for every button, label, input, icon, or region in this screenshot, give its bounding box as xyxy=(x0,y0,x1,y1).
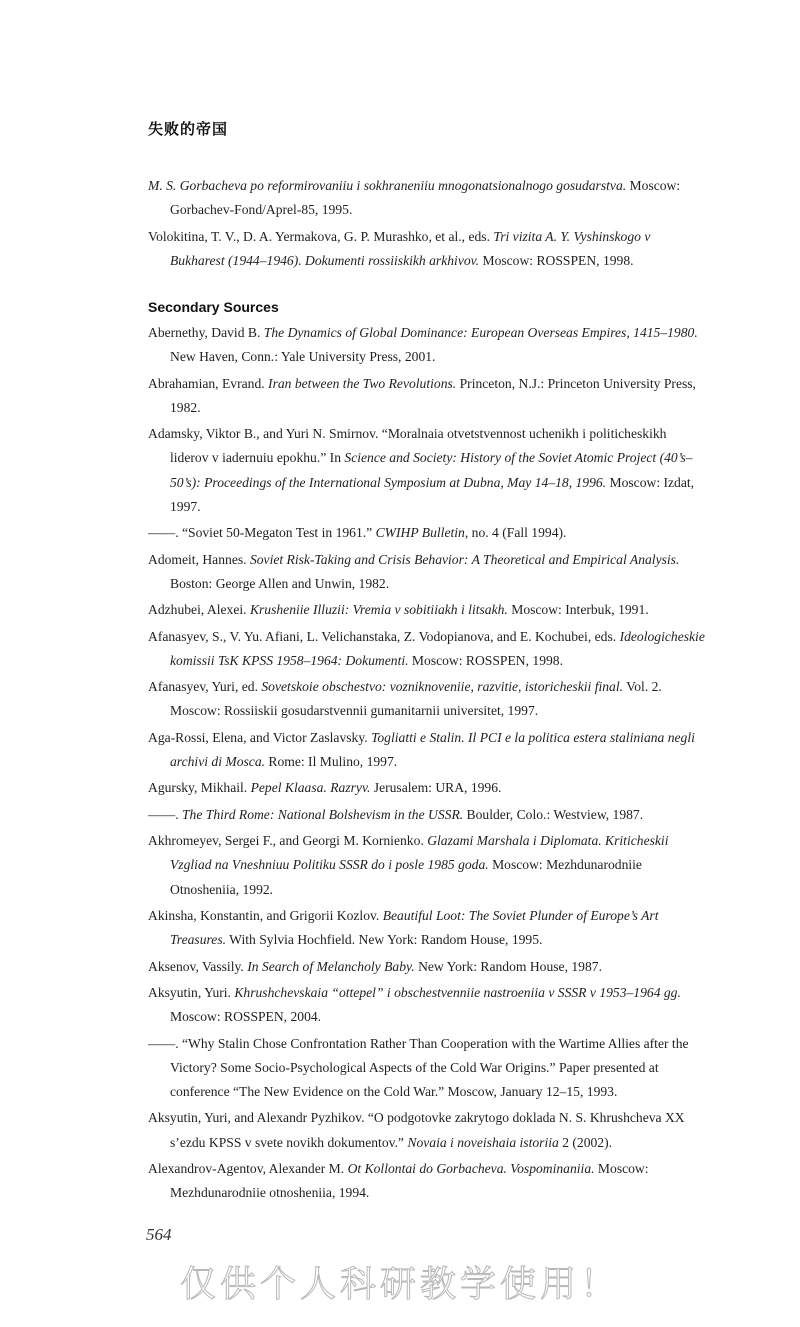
bibliography-entry xyxy=(148,776,708,800)
bibliography-entry xyxy=(148,174,708,222)
entry-text: Rome: Il Mulino, 1997. xyxy=(265,753,398,769)
entry-text: Vol. 2. Moscow: Rossiiskii gosudarstvennii gumanitarnii universitet, 1997. xyxy=(170,679,662,719)
entry-text: Jerusalem: URA, 1996. xyxy=(370,780,502,796)
bibliography-entry xyxy=(148,1032,708,1105)
bibliography-entry xyxy=(148,675,708,723)
entry-title-italic: Iran between the Two Revolutions. xyxy=(268,375,457,391)
entry-text: Alexandrov-Agentov, Alexander M. xyxy=(148,1160,348,1176)
entry-text: Aksenov, Vassily. xyxy=(148,958,248,974)
entry-text: ——. “Soviet 50-Megaton Test in 1961.” xyxy=(148,525,376,541)
entry-title-italic: The Dynamics of Global Dominance: European Overseas Empires, 1415–1980. xyxy=(263,325,698,340)
bibliography-entry xyxy=(148,726,708,774)
entry-text: With Sylvia Hochfield. New York: Random House, 1995. xyxy=(226,932,543,948)
entry-text: ——. “Why Stalin Chose Confrontation Rather Than Cooperation with the Wartime Allies after the Victory? Some Socio-Psychological Aspects of the Cold War Origins.” Paper presented at conference “The New Evidence on the Cold War.” Moscow, January 12–15, 1993. xyxy=(148,1035,689,1099)
entry-text: Moscow: Gorbachev-Fond/Aprel-85, 1995. xyxy=(170,178,681,218)
bibliography-entry xyxy=(148,422,708,519)
entry-title-italic: Ideologicheskie komissii TsK KPSS 1958–1964: Dokumenti. xyxy=(170,628,705,668)
bibliography-entry xyxy=(148,1157,708,1205)
entry-text: Adamsky, Viktor B., and Yuri N. Smirnov. “Moralnaia otvetstvennost uchenikh i politicheskikh liderov v iadernuiu epokhu.” In xyxy=(148,426,667,466)
bibliography-body xyxy=(148,174,708,1207)
bibliography-entry xyxy=(148,598,708,622)
entry-title-italic: Glazami Marshala i Diplomata. Kriticheskii Vzgliad na Vneshniuu Politiku SSSR do i posle 1985 goda. xyxy=(170,833,669,873)
bibliography-entry xyxy=(148,904,708,952)
entry-title-italic: The Third Rome: National Bolshevism in the USSR. xyxy=(181,806,464,822)
entry-text: Aksyutin, Yuri, and Alexandr Pyzhikov. “O podgotovke zakrytogo doklada N. S. Khrushcheva XX s’ezdu KPSS v svete novikh dokumentov.” xyxy=(148,1110,685,1150)
bibliography-entry xyxy=(148,955,708,979)
bibliography-entry xyxy=(148,321,708,369)
running-head: 失败的帝国 xyxy=(148,120,229,138)
entry-text: Adomeit, Hannes. xyxy=(148,551,250,567)
entry-text: Moscow: ROSSPEN, 1998. xyxy=(408,652,563,668)
entry-text: Moscow: ROSSPEN, 2004. xyxy=(170,1009,322,1025)
entry-text: 2 (2002). xyxy=(558,1134,613,1150)
entry-text: Akhromeyev, Sergei F., and Georgi M. Kornienko. xyxy=(148,833,428,849)
entry-title-italic: Soviet Risk-Taking and Crisis Behavior: A Theoretical and Empirical Analysis. xyxy=(249,551,680,567)
entry-text: Afanasyev, S., V. Yu. Afiani, L. Velichanstaka, Z. Vodopianova, and E. Kochubei, eds. xyxy=(148,628,620,644)
entry-text: Aga-Rossi, Elena, and Victor Zaslavsky. xyxy=(148,729,372,745)
bibliography-entry xyxy=(148,625,708,673)
section-heading: Secondary Sources xyxy=(148,299,279,315)
entry-text: Akinsha, Konstantin, and Grigorii Kozlov. xyxy=(148,907,383,923)
entry-title-italic: Khrushchevskaia “ottepel” i obschestvenniie nastroeniia v SSSR v 1953–1964 gg. xyxy=(234,984,681,1000)
watermark: 仅供个人科研教学使用！ xyxy=(179,1264,620,1305)
entry-text: Agursky, Mikhail. xyxy=(148,780,251,796)
secondary-sources-list xyxy=(148,321,708,1205)
entry-text: Moscow: ROSSPEN, 1998. xyxy=(479,252,634,268)
entry-text: Abrahamian, Evrand. xyxy=(148,375,269,391)
entry-text: Boulder, Colo.: Westview, 1987. xyxy=(463,806,644,822)
entry-text: New York: Random House, 1987. xyxy=(414,958,602,974)
entry-text: Princeton, N.J.: Princeton University Press, 1982. xyxy=(170,375,696,415)
bibliography-entry xyxy=(148,548,708,596)
entry-text: Moscow: Interbuk, 1991. xyxy=(507,602,649,618)
entry-text: Abernethy, David B. xyxy=(148,325,264,340)
entry-title-italic: Beautiful Loot: The Soviet Plunder of Europe’s Art Treasures. xyxy=(170,907,659,948)
entry-title-italic: M. S. Gorbacheva po reformirovaniiu i sokhraneniiu mnogonatsionalnogo gosudarstva. xyxy=(148,178,627,193)
entry-text: Volokitina, T. V., D. A. Yermakova, G. P. Murashko, et al., eds. xyxy=(148,228,494,244)
primary-sources-continuation xyxy=(148,174,708,273)
bibliography-entry xyxy=(148,981,708,1029)
entry-text: Moscow: Izdat, 1997. xyxy=(170,474,695,514)
bibliography-entry xyxy=(148,1106,708,1154)
page-number: 564 xyxy=(146,1225,172,1244)
bibliography-entry xyxy=(148,829,708,902)
entry-text: no. 4 (Fall 1994). xyxy=(468,525,567,541)
entry-text: Boston: George Allen and Unwin, 1982. xyxy=(170,575,390,591)
bibliography-entry xyxy=(148,521,708,545)
entry-text: ——. xyxy=(148,806,182,822)
bibliography-entry xyxy=(148,372,708,420)
entry-title-italic: Krusheniie Illuzii: Vremia v sobitiiakh i litsakh. xyxy=(249,602,508,618)
entry-title-italic: Pepel Klaasa. Razryv. xyxy=(250,780,371,796)
entry-title-italic: Novaia i noveishaia istoriia xyxy=(407,1134,559,1150)
entry-text: Adzhubei, Alexei. xyxy=(148,602,250,618)
entry-text: Afanasyev, Yuri, ed. xyxy=(148,679,262,695)
entry-title-italic: Science and Society: History of the Soviet Atomic Project (40’s–50’s): Proceedings of the International Symposium at Dubna, May 14–18, 1996. xyxy=(170,450,693,490)
entry-text: Aksyutin, Yuri. xyxy=(148,984,235,1000)
entry-title-italic: In Search of Melancholy Baby. xyxy=(247,958,415,974)
entry-title-italic: Tri vizita A. Y. Vyshinskogo v Bukharest (1944–1946). Dokumenti rossiiskikh arkhivov. xyxy=(170,228,651,268)
entry-title-italic: CWIHP Bulletin, xyxy=(375,525,469,541)
entry-title-italic: Ot Kollontai do Gorbacheva. Vospominaniia. xyxy=(347,1160,595,1176)
entry-text: New Haven, Conn.: Yale University Press, 2001. xyxy=(170,349,436,365)
bibliography-entry xyxy=(148,225,708,273)
entry-title-italic: Togliatti e Stalin. Il PCI e la politica estera staliniana negli archivi di Mosca. xyxy=(170,729,695,769)
entry-text: Moscow: Mezhdunarodniie Otnosheniia, 1992. xyxy=(170,857,642,897)
entry-text: Moscow: Mezhdunarodniie otnosheniia, 1994. xyxy=(170,1160,649,1201)
bibliography-entry xyxy=(148,803,708,827)
entry-title-italic: Sovetskoie obschestvo: vozniknoveniie, razvitie, istoricheskii final. xyxy=(261,679,624,695)
